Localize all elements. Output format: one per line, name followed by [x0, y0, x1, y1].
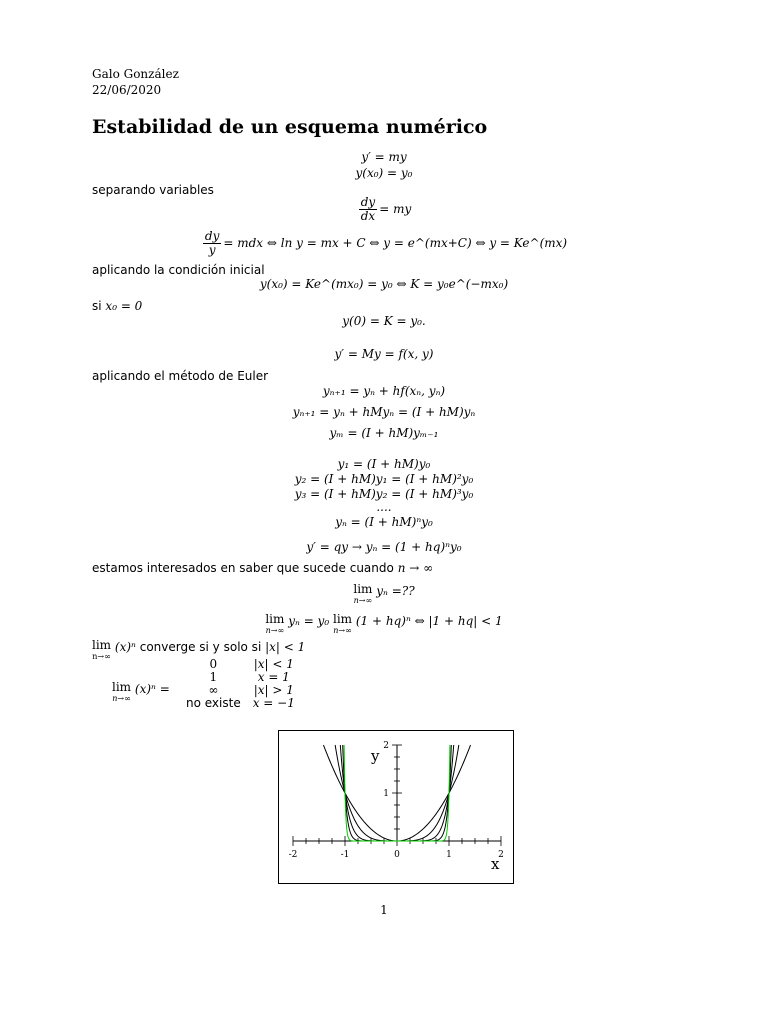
initial-value-equation: y(x₀) = y₀ — [355, 166, 413, 180]
initial-condition-label: aplicando la condición inicial — [92, 263, 265, 277]
limit-part-b: (1 + hq)ⁿ ⇔ |1 + hq| < 1 — [355, 614, 503, 628]
xn-term: (x)ⁿ — [114, 640, 136, 654]
lim-subscript: n→∞ — [112, 694, 131, 703]
frac-den: y — [208, 243, 216, 257]
x-tick-label: -1 — [340, 850, 350, 860]
power-curves-figure — [278, 730, 514, 884]
euler-step: yₙ₊₁ = yₙ + hf(xₙ, yₙ) — [322, 384, 446, 398]
limit-operator — [92, 640, 111, 662]
x0-zero: x₀ = 0 — [105, 299, 143, 313]
case-condition: |x| < 1 — [253, 657, 294, 671]
limit-operator — [265, 614, 284, 636]
limit-operator — [353, 584, 372, 606]
lim-subscript: n→∞ — [265, 626, 285, 635]
case-condition: x = 1 — [257, 670, 290, 684]
system-equation: y′ = My = f(x, y) — [334, 347, 434, 361]
y0-k-equation: y(0) = K = y₀. — [342, 314, 426, 328]
limit-operator — [333, 614, 352, 636]
integration-chain — [0, 230, 768, 257]
case-condition: |x| > 1 — [253, 683, 294, 697]
scalar-test-equation: y′ = qy → yₙ = (1 + hq)ⁿy₀ — [306, 540, 462, 554]
x-tick-label: -2 — [288, 850, 298, 860]
piecewise-lhs-term: (x)ⁿ = — [134, 682, 170, 696]
si-word: si — [92, 299, 102, 313]
iteration-1: y₁ = (I + hM)y₀ — [337, 457, 431, 471]
piecewise-cases — [180, 658, 301, 710]
y-tick-label: 2 — [383, 741, 389, 751]
separating-label: separando variables — [92, 183, 214, 197]
frac-num: dy — [360, 195, 376, 209]
abs-condition: |x| < 1 — [265, 640, 306, 654]
power-curves-chart — [279, 731, 513, 883]
lim-subscript: n→∞ — [353, 596, 373, 605]
chain-rhs: = mdx ⇔ ln y = mx + C ⇔ y = e^(mx+C) ⇔ y = Ke^(mx) — [223, 236, 568, 250]
initial-condition-equation: y(x₀) = Ke^(mx₀) = y₀ ⇔ K = y₀e^(−mx₀) — [259, 277, 509, 291]
author-name: Galo González — [92, 67, 179, 81]
case-value: no existe — [186, 696, 241, 710]
x-tick-label: 1 — [446, 850, 452, 860]
n-to-infinity: n → ∞ — [397, 561, 434, 575]
limit-question-rhs: yₙ =?? — [376, 584, 415, 598]
separated-rhs: = my — [379, 202, 412, 216]
case-value: 1 — [209, 670, 218, 684]
iteration-3: y₃ = (I + hM)y₂ = (I + hM)³y₀ — [294, 487, 474, 501]
iteration-2: y₂ = (I + hM)y₁ = (I + hM)²y₀ — [294, 472, 474, 486]
lim-word: lim — [112, 680, 132, 694]
limit-question — [0, 584, 768, 606]
separated-equation — [0, 196, 768, 223]
iteration-dots: .... — [376, 500, 392, 514]
limit-condition — [0, 614, 768, 636]
frac-den: dx — [360, 209, 376, 223]
iteration-n: yₙ = (I + hM)ⁿy₀ — [335, 515, 433, 529]
x-tick-label: 2 — [498, 850, 504, 860]
case-row — [180, 697, 301, 710]
y-axis-label: y — [371, 747, 380, 765]
si-label — [92, 299, 142, 313]
lim-word: lim — [265, 612, 285, 626]
interested-text: estamos interesados en saber que sucede cuando — [92, 561, 394, 575]
lim-subscript: n→∞ — [333, 626, 352, 635]
euler-recurrence: yₘ = (I + hM)yₘ₋₁ — [329, 426, 439, 440]
converges-text: converge si y solo si — [139, 640, 262, 654]
case-value: 0 — [209, 657, 218, 671]
euler-linear: yₙ₊₁ = yₙ + hMyₙ = (I + hM)yₙ — [292, 405, 476, 419]
lim-word: lim — [353, 582, 373, 596]
document-title: Estabilidad de un esquema numérico — [92, 116, 488, 138]
x-tick-label: 0 — [394, 850, 400, 860]
euler-label: aplicando el método de Euler — [92, 369, 269, 383]
interested-label — [92, 561, 433, 575]
lim-subscript: n→∞ — [92, 652, 111, 661]
limit-operator — [112, 682, 131, 704]
x-axis-label: x — [491, 855, 500, 873]
limit-part-a: yₙ = y₀ — [288, 614, 330, 628]
case-condition: x = −1 — [252, 696, 295, 710]
case-value: ∞ — [208, 683, 219, 697]
lim-word: lim — [92, 638, 112, 652]
y-tick-label: 1 — [383, 789, 389, 799]
piecewise-lhs — [112, 682, 170, 704]
lim-word: lim — [332, 612, 353, 626]
page-number: 1 — [380, 903, 388, 917]
ode-equation: y′ = my — [361, 150, 407, 164]
frac-num: dy — [204, 229, 220, 243]
document-date: 22/06/2020 — [92, 83, 162, 97]
